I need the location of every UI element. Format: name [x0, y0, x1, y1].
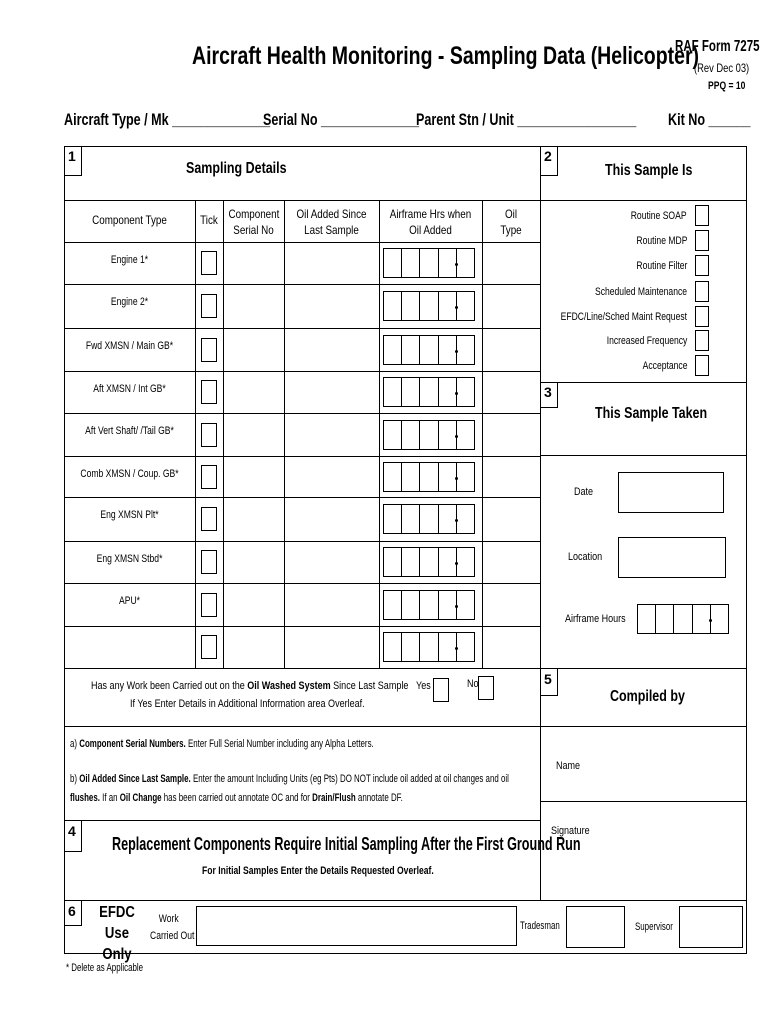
sample-type-checkbox[interactable] [695, 330, 709, 351]
airframe-hrs-input[interactable] [383, 462, 475, 492]
location-input[interactable] [618, 537, 726, 578]
component-type-label: Engine 2* [110, 296, 149, 308]
footer-note: * Delete as Applicable [66, 962, 144, 974]
yes-label: Yes [416, 680, 431, 692]
tick-checkbox[interactable] [201, 423, 217, 447]
col-oil-added: Oil Added Since Last Sample [296, 207, 367, 237]
date-input[interactable] [618, 472, 724, 513]
section5-num: 5 [544, 671, 552, 687]
sample-type-checkbox[interactable] [695, 281, 709, 302]
section5-title: Compiled by [610, 688, 685, 705]
tick-checkbox[interactable] [201, 635, 217, 659]
sample-type-label: Routine SOAP [631, 210, 687, 222]
airframe-hrs-input[interactable] [383, 291, 475, 321]
section2-num: 2 [544, 148, 552, 164]
note-b-cont: flushes. If an Oil Change has been carried out annotate OC and for Drain/Flush annotate DF. [70, 792, 403, 804]
airframe-hrs-input[interactable] [383, 504, 475, 534]
col-serial: Component Serial No [228, 207, 280, 237]
tick-checkbox[interactable] [201, 550, 217, 574]
signature-label: Signature [551, 825, 590, 837]
airframe-hrs-input[interactable] [383, 420, 475, 450]
component-type-label: Engine 1* [110, 254, 149, 266]
tradesman-input[interactable] [566, 906, 625, 948]
supervisor-label: Supervisor [635, 921, 673, 933]
section3-title: This Sample Taken [595, 405, 708, 422]
aircraft-type-field[interactable]: Aircraft Type / Mk ______________ [64, 110, 271, 129]
component-type-label: Aft XMSN / Int GB* [93, 383, 166, 395]
sample-type-label: Scheduled Maintenance [594, 286, 687, 298]
efdc-use-only: EFDC Use Only [99, 904, 135, 963]
no-checkbox[interactable] [478, 676, 494, 700]
sample-type-checkbox[interactable] [695, 306, 709, 327]
supervisor-input[interactable] [679, 906, 743, 948]
col-tick: Tick [200, 213, 218, 227]
tradesman-label: Tradesman [520, 920, 560, 932]
location-label: Location [568, 551, 603, 563]
col-airframe-hrs: Airframe Hrs when Oil Added [389, 207, 472, 237]
date-label: Date [574, 486, 594, 498]
section6-num: 6 [68, 903, 76, 919]
col-component-type: Component Type [92, 213, 167, 227]
airframe-hours-input[interactable] [637, 604, 729, 634]
airframe-hrs-input[interactable] [383, 590, 475, 620]
oil-washed-question: Has any Work been Carried out on the Oil Washed System Since Last Sample [91, 680, 409, 692]
component-type-label: Comb XMSN / Coup. GB* [80, 468, 179, 480]
sample-type-checkbox[interactable] [695, 230, 709, 251]
tick-checkbox[interactable] [201, 338, 217, 362]
sample-type-label: EFDC/Line/Sched Maint Request [560, 311, 687, 323]
sample-type-label: Increased Frequency [606, 335, 687, 347]
component-type-label: APU* [119, 595, 140, 607]
section4-title: Replacement Components Require Initial Sampling After the First Ground Run [112, 834, 581, 854]
sample-type-label: Acceptance [642, 360, 687, 372]
section4-subtitle: For Initial Samples Enter the Details Requested Overleaf. [202, 865, 434, 877]
sample-type-label: Routine MDP [635, 235, 687, 247]
work-carried-out-input[interactable] [196, 906, 517, 946]
col-oil-type: Oil Type [500, 207, 522, 237]
oil-washed-note: If Yes Enter Details in Additional Information area Overleaf. [130, 698, 365, 710]
note-a: a) Component Serial Numbers. Enter Full Serial Number including any Alpha Letters. [70, 738, 374, 750]
airframe-hours-label: Airframe Hours [565, 613, 626, 625]
tick-checkbox[interactable] [201, 507, 217, 531]
sample-type-label: Routine Filter [635, 260, 687, 272]
tick-checkbox[interactable] [201, 380, 217, 404]
component-type-label: Eng XMSN Stbd* [96, 553, 163, 565]
airframe-hrs-input[interactable] [383, 377, 475, 407]
section1-title: Sampling Details [186, 160, 287, 177]
kit-no-field[interactable]: Kit No ______ [668, 110, 751, 129]
yes-checkbox[interactable] [433, 678, 449, 702]
form-title: Aircraft Health Monitoring - Sampling Data (Helicopter) [192, 42, 700, 70]
airframe-hrs-input[interactable] [383, 632, 475, 662]
section2-title: This Sample Is [605, 162, 693, 179]
form-number: RAF Form 7275 [675, 38, 760, 55]
airframe-hrs-input[interactable] [383, 248, 475, 278]
component-type-label: Aft Vert Shaft/ /Tail GB* [85, 425, 174, 437]
airframe-hrs-input[interactable] [383, 335, 475, 365]
work-carried-out-label: Work Carried Out [150, 913, 195, 942]
note-b: b) Oil Added Since Last Sample. Enter the amount Including Units (eg Pts) DO NOT include oil added at oil changes and oil [70, 773, 509, 785]
section1-num: 1 [68, 148, 76, 164]
column-divider [540, 146, 541, 900]
tick-checkbox[interactable] [201, 593, 217, 617]
airframe-hrs-input[interactable] [383, 547, 475, 577]
parent-stn-field[interactable]: Parent Stn / Unit _________________ [416, 110, 637, 129]
form-revision: (Rev Dec 03) [694, 61, 750, 75]
tick-checkbox[interactable] [201, 251, 217, 275]
tick-checkbox[interactable] [201, 465, 217, 489]
section3-num: 3 [544, 384, 552, 400]
component-type-label: Fwd XMSN / Main GB* [85, 340, 174, 352]
serial-no-field[interactable]: Serial No ______________ [263, 110, 419, 129]
sample-type-checkbox[interactable] [695, 355, 709, 376]
tick-checkbox[interactable] [201, 294, 217, 318]
sample-type-checkbox[interactable] [695, 205, 709, 226]
no-label: No [467, 678, 479, 690]
form-ppq: PPQ = 10 [708, 80, 746, 92]
component-type-label: Eng XMSN Plt* [100, 509, 159, 521]
name-label: Name [556, 760, 581, 772]
sample-type-checkbox[interactable] [695, 255, 709, 276]
section4-num: 4 [68, 823, 76, 839]
